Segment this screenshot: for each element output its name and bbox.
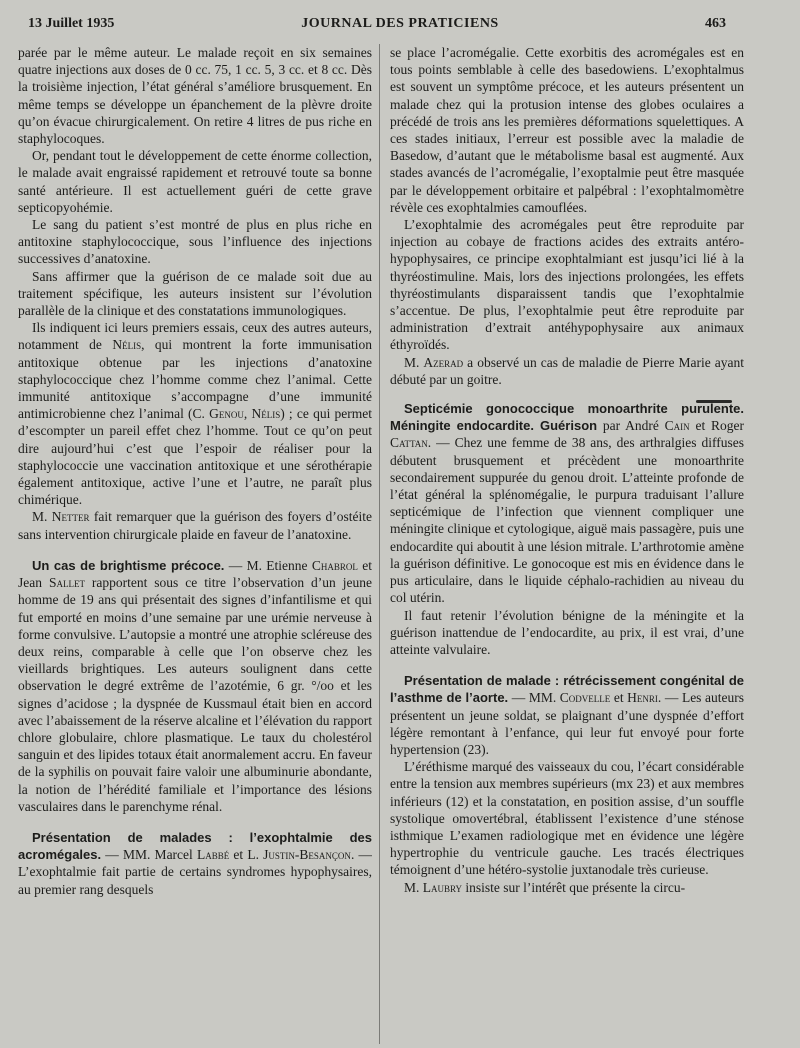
text-run: rapportent sous ce titre l’observation d’un jeune homme de 19 ans qui présentait des signes d’infantilisme et qui fut emporté en moins d’une semaine par une urémie nerveuse à forme convulsive. L’autopsie a montré une atrophie scléreuse des deux reins, comparable à celle que l’on observe chez les vieillards brightiques. Les auteurs soulignent dans cette observation le degré extrême de l’azotémie, 6 gr. °/oo et les signes d’acidose ; la dyspnée de Kussmaul était bien en accord avec l’abaissement de la réserve alcaline et l’élévation du rapport chlore globulaire, chlore plasmatique. Le taux du cholestérol sanguin et des lipides totaux était anormalement accru. En faveur de la syphilis on pouvait faire valoir une albuminurie abondante, la notion de l’hérédité familiale et l’importance des lésions vasculaires dans le parenchyme rénal.	[18, 575, 372, 814]
author-name: Genou	[209, 406, 244, 422]
author-name: Nélis	[251, 406, 281, 422]
paragraph: L’exophtalmie des acromégales peut être reproduite par injection au cobaye de fractions acides des extraits antéro-hypophysaires, ce principe exophtalmiant est jusqu’ici lié à la thyréostimuline. Mais, lors des injections prolongées, les effets thyréostimulants disparaissent tandis que l’exophtalmie s’accentue. De plus, l’exophtalmie peut être reproduite par administration d’extrait antéhypophysaire aux animaux éthyroïdés.	[390, 217, 744, 353]
section-title: Septicémie gonococcique monoarthrite purulente. Méningite endocardite. Guérison	[390, 401, 744, 434]
author-name: Laubry	[422, 879, 463, 895]
running-header	[0, 10, 800, 34]
right-column	[390, 44, 744, 1044]
paragraph	[390, 354, 744, 388]
section-brightisme	[18, 557, 372, 815]
author-name: Nélis	[112, 337, 142, 353]
paragraph: Il faut retenir l’évolution bénigne de la méningite et la guérison inattendue de l’endocardite, au prix, il est vrai, d’une atteinte valvulaire.	[390, 607, 744, 657]
text-run: M.	[404, 354, 424, 370]
paragraph: L’éréthisme marqué des vaisseaux du cou, l’écart considérable entre la tension aux membres supérieurs (mx 23) et aux membres inférieurs (12) et la constatation, en position assise, d’un souffle systolique omovertébral, établissent l’existence d’une sténose isthmique L’examen radiologique met en évidence une légère hypertrophie du ventricule gauche. Les tracés électriques témoignent d’une hétéro-systolie juxtanodale très curieuse.	[390, 759, 744, 878]
left-column	[18, 44, 372, 1044]
paragraph	[18, 508, 372, 542]
author-name: Justin-Besançon	[263, 847, 351, 863]
text-run: insiste sur l’intérêt que présente la circu-	[462, 879, 686, 895]
text-run: . — Les auteurs présentent un jeune soldat, se plaignant d’une dyspnée d’effort légère remontant à l’enfance, qui leur fut envoyé pour forte hypertension (23).	[390, 690, 744, 757]
author-name: Cain	[664, 418, 690, 434]
section-title: Présentation de malades : l’exophtalmie des acromégales.	[18, 829, 372, 863]
text-run: a observé un cas de maladie de Pierre Marie ayant débuté par un goitre.	[390, 354, 744, 387]
text-run: M.	[404, 879, 423, 895]
paragraph: Or, pendant tout le développement de cette énorme collection, le malade avait engraissé rapidement et retrouvé toute sa bonne santé antérieure. Il est actuellement guéri de cette grave septicopyohémie.	[18, 148, 372, 215]
paragraph: se place l’acromégalie. Cette exorbitis des acromégales est en tous points semblable à celle des basedowiens. L’exophtalmus est souvent un symptôme précoce, et les auteurs présentent un malade chez qui la protusion intense des globes oculaires a précédé de trois ans les premières déformations squelettiques. A ces stades initiaux, l’erreur est possible avec la maladie de Basedow, d’autant que le métabolisme basal est augmenté. Aux stades avancés de l’acromégalie, l’exoptalmie peut être masquée par le développement orbitaire et palpébral : l’exophtalmomètre révèle ces exophtalmies camouflées.	[390, 45, 744, 215]
author-name: Cattan	[390, 435, 428, 451]
author-name: Sallet	[48, 575, 85, 591]
section-title: Un cas de brightisme précoce.	[32, 557, 225, 573]
author-name: Chabrol	[311, 557, 358, 573]
header-date: 13 Juillet 1935	[28, 16, 115, 31]
text-run: par André	[597, 418, 665, 434]
text-run: Ils indiquent ici leurs premiers essais, ceux des autres auteurs, notamment de	[18, 320, 372, 353]
paragraph	[390, 879, 744, 896]
author-name: Codvelle	[559, 690, 611, 706]
author-name: Azerad	[423, 354, 464, 370]
text-run: — M. Etienne	[224, 557, 312, 573]
text-run: — MM.	[508, 690, 560, 706]
text-run: M.	[32, 509, 52, 525]
text-run: et Roger	[689, 418, 744, 434]
text-run: et L.	[229, 847, 264, 863]
paragraph: Le sang du patient s’est montré de plus en plus riche en antitoxine staphylococcique, sous l’influence des injections successives d’anatoxine.	[18, 217, 372, 267]
section-aorte	[390, 672, 744, 758]
paragraph	[18, 319, 372, 508]
text-run: et Jean	[18, 557, 372, 591]
column-rule	[379, 44, 380, 1044]
paragraph: Sans affirmer que la guérison de ce malade soit due au traitement spécifique, les auteurs insistent sur l’évolution parallèle de la clinique et des constatations immunologiques.	[18, 268, 372, 319]
header-page-number: 463	[705, 16, 726, 31]
text-run: . — Chez une femme de 38 ans, des arthralgies diffuses débutent brusquement et précèdent une monoarthrite secondairement suppurée du genou droit. L’atteinte profonde de l’état général la splénomégalie, le purpura traduisant l’allure septicémique de l’infection que viennent compliquer une méningite clinique et cytologique, aiguë mais passagère, puis une endocardite qui aboutit à une lésion mitrale. L’arthrotomie amène la guérison définitive. Le gonocoque est mis en évidence dans le pus articulaire, dans le liquide céphalo-rachidien au niveau du col utérin.	[390, 435, 744, 606]
author-name: Labbé	[196, 847, 230, 863]
text-run: . — L’exophtalmie fait partie de certains syndromes hypophysaires, au premier rang desquels	[18, 847, 372, 897]
section-ornament	[390, 390, 732, 396]
text-run: , qui montrent la forte immunisation antitoxique obtenue par les injections d’anatoxine staphylococcique chez l’homme comme chez l’animal. Cette immunité antitoxique s’accompagne d’une immunité antimicrobienne chez l’animal (C.	[18, 337, 372, 422]
text-run: ,	[243, 406, 252, 422]
text-run: et	[610, 690, 628, 706]
author-name: Henri	[627, 690, 658, 706]
text-run: — MM. Marcel	[101, 847, 197, 863]
section-exophtalmie	[18, 829, 372, 898]
header-journal-title: JOURNAL DES PRATICIENS	[301, 16, 499, 31]
text-run: fait remarquer que la guérison des foyers d’ostéite sans intervention chirurgicale plaide en faveur de l’anatoxine.	[18, 509, 372, 542]
author-name: Netter	[51, 509, 90, 525]
section-septicemie	[390, 400, 744, 606]
paragraph: parée par le même auteur. Le malade reçoit en six semaines quatre injections aux doses de 0 cc. 75, 1 cc. 5, 3 cc. et 8 cc. Dès la troisième injection, l’état général s’améliore brusquement. En même temps se développe un épanchement de la plèvre droite qu’on évacue chirurgicalement. On retire 4 litres de pus riche en staphylocoques.	[18, 45, 372, 147]
text-run: ) ; ce qui permet d’escompter un pareil effet chez l’homme. Tout ce qu’on peut dire aujourd’hui c’est que l’espoir de réaliser pour la staphylococcie une vaccination antitoxique et une sérothérapie également antitoxique, active l’une et l’autre, ne paraît plus chimérique.	[18, 406, 372, 508]
section-title: Présentation de malade : rétrécissement congénital de l’asthme de l’aorte.	[390, 673, 744, 706]
